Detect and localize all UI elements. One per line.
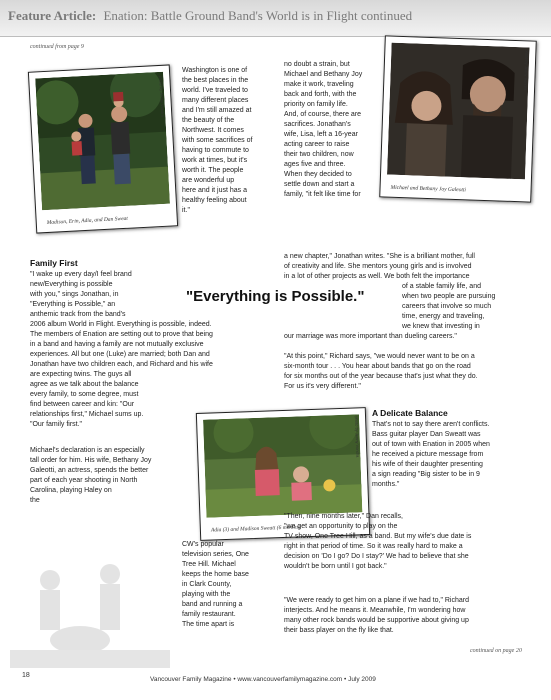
article-text: "At this point," Richard says, "we would never want to be on a six-month tour . . . You hear about bands that go on the road for six months out of the year because that's just what they do. For us it's very different." bbox=[284, 353, 478, 390]
section-heading-delicate-balance: A Delicate Balance bbox=[372, 408, 448, 418]
family-photo-graphic bbox=[35, 72, 170, 211]
delicate-balance-text bbox=[372, 420, 544, 494]
girls-photo-caption: Adia (3) and Madison Sweatt (6 months) bbox=[210, 524, 301, 534]
article-wide-text-2 bbox=[284, 332, 546, 344]
delicate-balance-text-3 bbox=[284, 596, 546, 642]
girls-photo-credit: photo by Jenny Vondra bbox=[354, 416, 361, 458]
couple-photo-image bbox=[387, 43, 530, 180]
article-text: That's not to say there aren't conflicts. Bass guitar player Dan Sweatt was out of town with Enation in 2005 when he received a picture message from his wife of their daughter presenting a sign reading "Big sister to be in 9 months." bbox=[372, 421, 490, 488]
article-text-line: a new chapter," Jonathan writes. "She is a brilliant mother, full bbox=[284, 253, 475, 260]
page-number: 18 bbox=[22, 672, 30, 679]
article-text-line: in a lot of other projects as well. We both felt the importance bbox=[284, 273, 470, 280]
family-photo bbox=[28, 64, 178, 233]
richard-quote-text bbox=[284, 352, 546, 396]
delicate-balance-text-2 bbox=[284, 512, 546, 576]
pull-quote: "Everything is Possible." bbox=[186, 288, 365, 305]
article-column-right bbox=[284, 60, 382, 252]
article-text: "I wake up every day/I feel brand new/Everything is possible with you," sings Jonathan, in "Everything is Possible," an anthemic track from the band's 2006 album World in Flight. Everything is possible, indeed. The members of Enation are setting out to prove that being in a band and having a family are not mutually exclusive experiences. All but one (Luke) are married; both Dan and Jonathan have two children each, and Richard and his wife are expecting twins. The guys all agree as we talk about the balance every family, to some degree, must find between career and kin: "Our relationships first," Michael sums up. "Our family first." bbox=[30, 271, 213, 428]
article-text: Michael's declaration is an especially tall order for him. His wife, Bethany Joy Galeotti, an actress, spends the better part of each year shooting in North Carolina, playing Haley on the bbox=[30, 447, 152, 504]
header-label: Feature Article: bbox=[8, 8, 97, 23]
article-text: "Then, nine months later," Dan recalls, "we get an opportunity to play on the TV show, One Tree Hill, as a band. But my wife's due date is right in that period of time. So it was really hard to make a decision on 'Do I go? Do I stay?' We had to believe that she wouldn't be born until I got back." bbox=[284, 513, 472, 570]
article-text-line: our marriage was more important than dueling careers." bbox=[284, 333, 457, 340]
article-text-line: of creativity and life. She mentors young girls and is involved bbox=[284, 263, 472, 270]
article-column-right-mid bbox=[402, 282, 542, 334]
couple-photo-graphic bbox=[387, 43, 530, 180]
continued-on: continued on page 20 bbox=[470, 648, 522, 654]
article-text: CW's popular television series, One Tree Hill. Michael keeps the home base in Clark County, playing with the band and running a family restaurant. The time apart is bbox=[182, 541, 249, 628]
article-text: no doubt a strain, but Michael and Bethany Joy make it work, traveling back and forth, with the priority on family life. And, of course, there are sacrifices. Jonathan's wife, Lisa, left a 16-year acting career to raise their two children, now ages five and three. When they decided to settle down and start a family, "it felt like time for bbox=[284, 61, 363, 198]
continued-from: continued from page 9 bbox=[30, 44, 84, 50]
family-photo-caption: Madison, Erin, Adia, and Dan Sweat bbox=[46, 215, 129, 227]
band-illustration-graphic bbox=[10, 540, 170, 668]
article-wide-text bbox=[284, 252, 546, 284]
article-column-cw bbox=[182, 540, 278, 636]
couple-photo-caption: Michael and Bethany Joy Galeotti bbox=[390, 184, 467, 194]
couple-photo-credit: photo by Jenny Vondra bbox=[523, 49, 530, 91]
article-text: Washington is one of the best places in the world. I've traveled to many different places and I'm still amazed at the beauty of the Northwest. It comes with some sacrifices of having to commute to work at times, but it's worth it. The people are wonderful up here and it just has a healthy feeling about it." bbox=[182, 67, 253, 214]
footer-text: Vancouver Family Magazine • www.vancouverfamilymagazine.com • July 2009 bbox=[150, 676, 376, 683]
couple-photo bbox=[379, 35, 537, 202]
header-title: Enation: Battle Ground Band's World is in Flight continued bbox=[103, 8, 413, 23]
article-text: of a stable family life, and when two people are pursuing careers that involve so much time, energy and traveling, we knew that investing in bbox=[402, 283, 496, 330]
band-illustration bbox=[10, 540, 170, 668]
family-first-text bbox=[30, 270, 286, 440]
family-photo-credit: photo by Jenny Vondra bbox=[158, 75, 166, 117]
family-first-text-2 bbox=[30, 446, 190, 516]
article-header bbox=[8, 8, 412, 24]
section-heading-family-first: Family First bbox=[30, 258, 78, 268]
article-column-middle bbox=[182, 66, 278, 238]
family-photo-image bbox=[35, 72, 170, 211]
article-text: "We were ready to get him on a plane if we had to," Richard interjects. And he means it. Meanwhile, I'm wondering how many other rock bands would be supportive about giving up their bass player on the fly like that. bbox=[284, 597, 469, 634]
